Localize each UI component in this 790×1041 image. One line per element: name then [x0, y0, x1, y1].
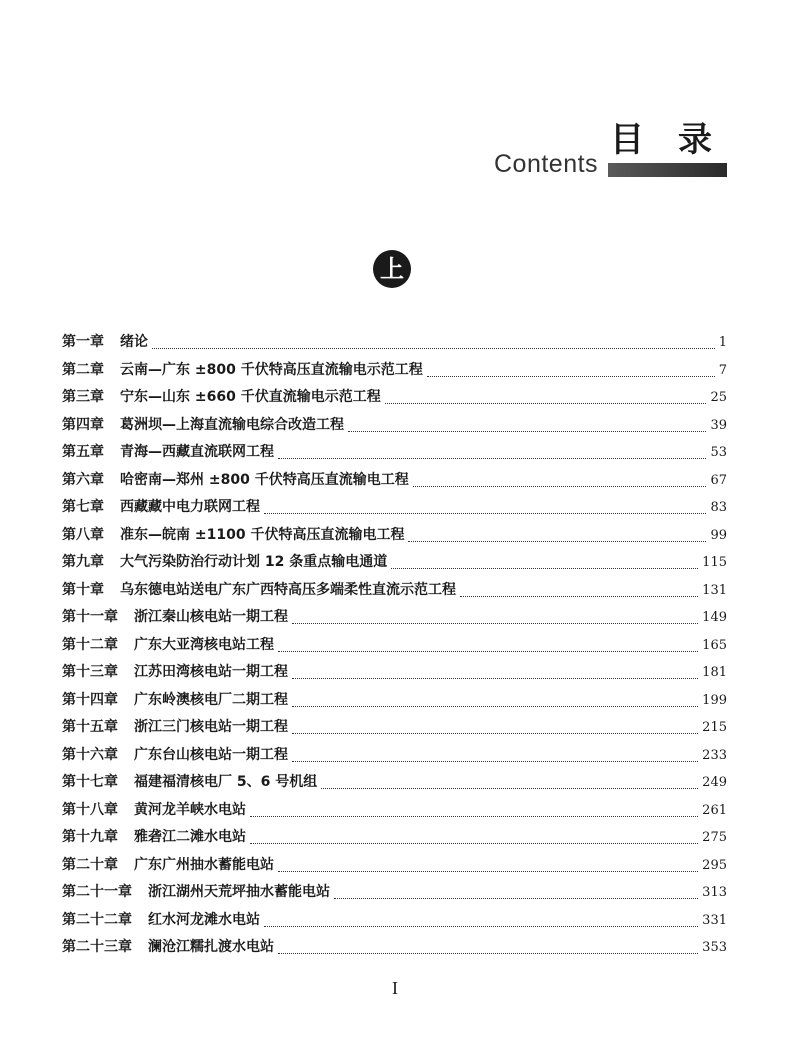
toc-chapter-title: 葛洲坝—上海直流输电综合改造工程: [120, 416, 344, 433]
toc-chapter-title: 雅砻江二滩水电站: [134, 829, 246, 845]
toc-dot-leader: [292, 678, 698, 679]
toc-entry[interactable]: [62, 854, 727, 882]
toc-chapter-title: 福建福清核电厂 5、6 号机组: [134, 774, 318, 790]
toc-dot-leader: [264, 513, 706, 514]
toc-chapter-title: 广东岭澳核电厂二期工程: [134, 691, 288, 708]
toc-chapter-label: 第二章: [62, 361, 104, 378]
toc-dot-leader: [278, 871, 698, 872]
toc-dot-leader: [278, 651, 698, 652]
toc-page-number: 249: [702, 775, 727, 790]
toc-chapter-title: 哈密南—郑州 ±800 千伏特高压直流输电工程: [120, 471, 409, 488]
toc-chapter-label: 第六章: [62, 471, 104, 488]
toc-dot-leader: [292, 706, 698, 707]
toc-entry[interactable]: [62, 744, 727, 772]
toc-dot-leader: [348, 431, 706, 432]
toc-page-number: 233: [702, 747, 727, 763]
toc-chapter-label: 第八章: [62, 526, 104, 543]
toc-page-number: 67: [710, 472, 727, 488]
toc-entry[interactable]: [62, 689, 727, 717]
toc-entry[interactable]: [62, 469, 727, 497]
toc-chapter-title: 红水河龙滩水电站: [148, 911, 260, 928]
toc-entry[interactable]: [62, 579, 727, 607]
toc-chapter-label: 第十六章: [62, 746, 118, 763]
toc-dot-leader: [264, 926, 698, 927]
toc-chapter-label: 第五章: [62, 444, 104, 460]
toc-chapter-label: 第十一章: [62, 609, 118, 625]
toc-page-number: 313: [702, 885, 727, 900]
toc-entry[interactable]: [62, 936, 727, 964]
toc-entry[interactable]: [62, 909, 727, 937]
toc-dot-leader: [278, 458, 706, 459]
toc-entry[interactable]: [62, 606, 727, 634]
toc-chapter-title: 广东广州抽水蓄能电站: [134, 856, 274, 873]
toc-chapter-label: 第十三章: [62, 664, 118, 680]
toc-dot-leader: [292, 733, 698, 734]
toc-entry[interactable]: [62, 359, 727, 387]
toc-chapter-title: 江苏田湾核电站一期工程: [134, 664, 288, 680]
toc-dot-leader: [250, 843, 698, 844]
toc-chapter-title: 准东—皖南 ±1100 千伏特高压直流输电工程: [120, 526, 405, 543]
toc-page-number: 199: [702, 692, 727, 708]
toc-entry[interactable]: [62, 551, 727, 579]
toc-page-number: 331: [702, 912, 727, 928]
table-of-contents: [62, 331, 727, 964]
toc-page-number: 1: [718, 335, 727, 350]
toc-dot-leader: [408, 541, 706, 542]
toc-dot-leader: [413, 486, 707, 487]
toc-page-number: 215: [702, 720, 727, 735]
toc-chapter-label: 第二十二章: [62, 911, 132, 928]
toc-entry[interactable]: [62, 441, 727, 469]
toc-page-number: 7: [718, 362, 727, 378]
toc-chapter-title: 宁东—山东 ±660 千伏直流输电示范工程: [120, 389, 381, 405]
page-subtitle: Contents: [494, 150, 599, 178]
toc-page-number: 261: [702, 802, 727, 818]
title-decoration-bar: [608, 163, 727, 177]
toc-chapter-title: 浙江秦山核电站一期工程: [134, 609, 288, 625]
toc-dot-leader: [460, 596, 698, 597]
toc-page-number: 83: [710, 500, 727, 515]
toc-entry[interactable]: [62, 386, 727, 414]
toc-chapter-label: 第十八章: [62, 801, 118, 818]
toc-chapter-label: 第四章: [62, 416, 104, 433]
toc-chapter-label: 第十七章: [62, 774, 118, 790]
toc-dot-leader: [427, 376, 715, 377]
toc-chapter-title: 大气污染防治行动计划 12 条重点输电通道: [120, 554, 388, 570]
toc-entry[interactable]: [62, 661, 727, 689]
toc-page-number: 39: [710, 417, 727, 433]
toc-page-number: 53: [710, 445, 727, 460]
toc-chapter-label: 第十二章: [62, 636, 118, 653]
page-title: 目录: [610, 120, 746, 160]
toc-dot-leader: [152, 348, 715, 349]
toc-chapter-title: 云南—广东 ±800 千伏特高压直流输电示范工程: [120, 361, 423, 378]
toc-chapter-label: 第十五章: [62, 719, 118, 735]
toc-page-number: 149: [702, 610, 727, 625]
toc-page-number: 353: [702, 940, 727, 955]
toc-page-number: 25: [710, 390, 727, 405]
toc-chapter-title: 广东大亚湾核电站工程: [134, 636, 274, 653]
toc-entry[interactable]: [62, 496, 727, 524]
toc-chapter-label: 第十九章: [62, 829, 118, 845]
toc-page-number: 99: [710, 527, 727, 543]
toc-chapter-title: 黄河龙羊峡水电站: [134, 801, 246, 818]
toc-chapter-label: 第二十三章: [62, 939, 132, 955]
toc-entry[interactable]: [62, 826, 727, 854]
toc-dot-leader: [250, 816, 698, 817]
toc-chapter-label: 第十章: [62, 581, 104, 598]
toc-entry[interactable]: [62, 771, 727, 799]
toc-dot-leader: [334, 898, 698, 899]
toc-dot-leader: [391, 568, 698, 569]
toc-dot-leader: [292, 761, 698, 762]
toc-chapter-title: 澜沧江糯扎渡水电站: [148, 939, 274, 955]
toc-chapter-title: 浙江三门核电站一期工程: [134, 719, 288, 735]
toc-entry[interactable]: [62, 331, 727, 359]
toc-page-number: 131: [702, 582, 727, 598]
toc-chapter-label: 第二十章: [62, 856, 118, 873]
toc-entry[interactable]: [62, 716, 727, 744]
toc-dot-leader: [278, 953, 698, 954]
toc-entry[interactable]: [62, 881, 727, 909]
toc-entry[interactable]: [62, 524, 727, 552]
toc-chapter-label: 第九章: [62, 554, 104, 570]
toc-chapter-label: 第七章: [62, 499, 104, 515]
toc-chapter-label: 第二十一章: [62, 884, 132, 900]
toc-chapter-label: 第十四章: [62, 691, 118, 708]
toc-chapter-title: 西藏藏中电力联网工程: [120, 499, 260, 515]
toc-page-number: 165: [702, 637, 727, 653]
toc-chapter-title: 青海—西藏直流联网工程: [120, 444, 274, 460]
toc-entry[interactable]: [62, 634, 727, 662]
toc-page-number: 115: [702, 555, 727, 570]
toc-chapter-title: 乌东德电站送电广东广西特高压多端柔性直流示范工程: [120, 581, 456, 598]
toc-page-number: 275: [702, 830, 727, 845]
toc-page-number: 181: [702, 665, 727, 680]
toc-entry[interactable]: [62, 414, 727, 442]
toc-page-number: 295: [702, 857, 727, 873]
page-number: I: [392, 978, 398, 998]
toc-dot-leader: [385, 403, 707, 404]
volume-badge: 上: [373, 250, 411, 288]
toc-dot-leader: [321, 788, 698, 789]
toc-entry[interactable]: [62, 799, 727, 827]
toc-chapter-title: 广东台山核电站一期工程: [134, 746, 288, 763]
toc-chapter-label: 第三章: [62, 389, 104, 405]
toc-chapter-title: 浙江湖州天荒坪抽水蓄能电站: [148, 884, 330, 900]
toc-dot-leader: [292, 623, 698, 624]
toc-chapter-title: 绪论: [120, 334, 148, 350]
toc-chapter-label: 第一章: [62, 334, 104, 350]
